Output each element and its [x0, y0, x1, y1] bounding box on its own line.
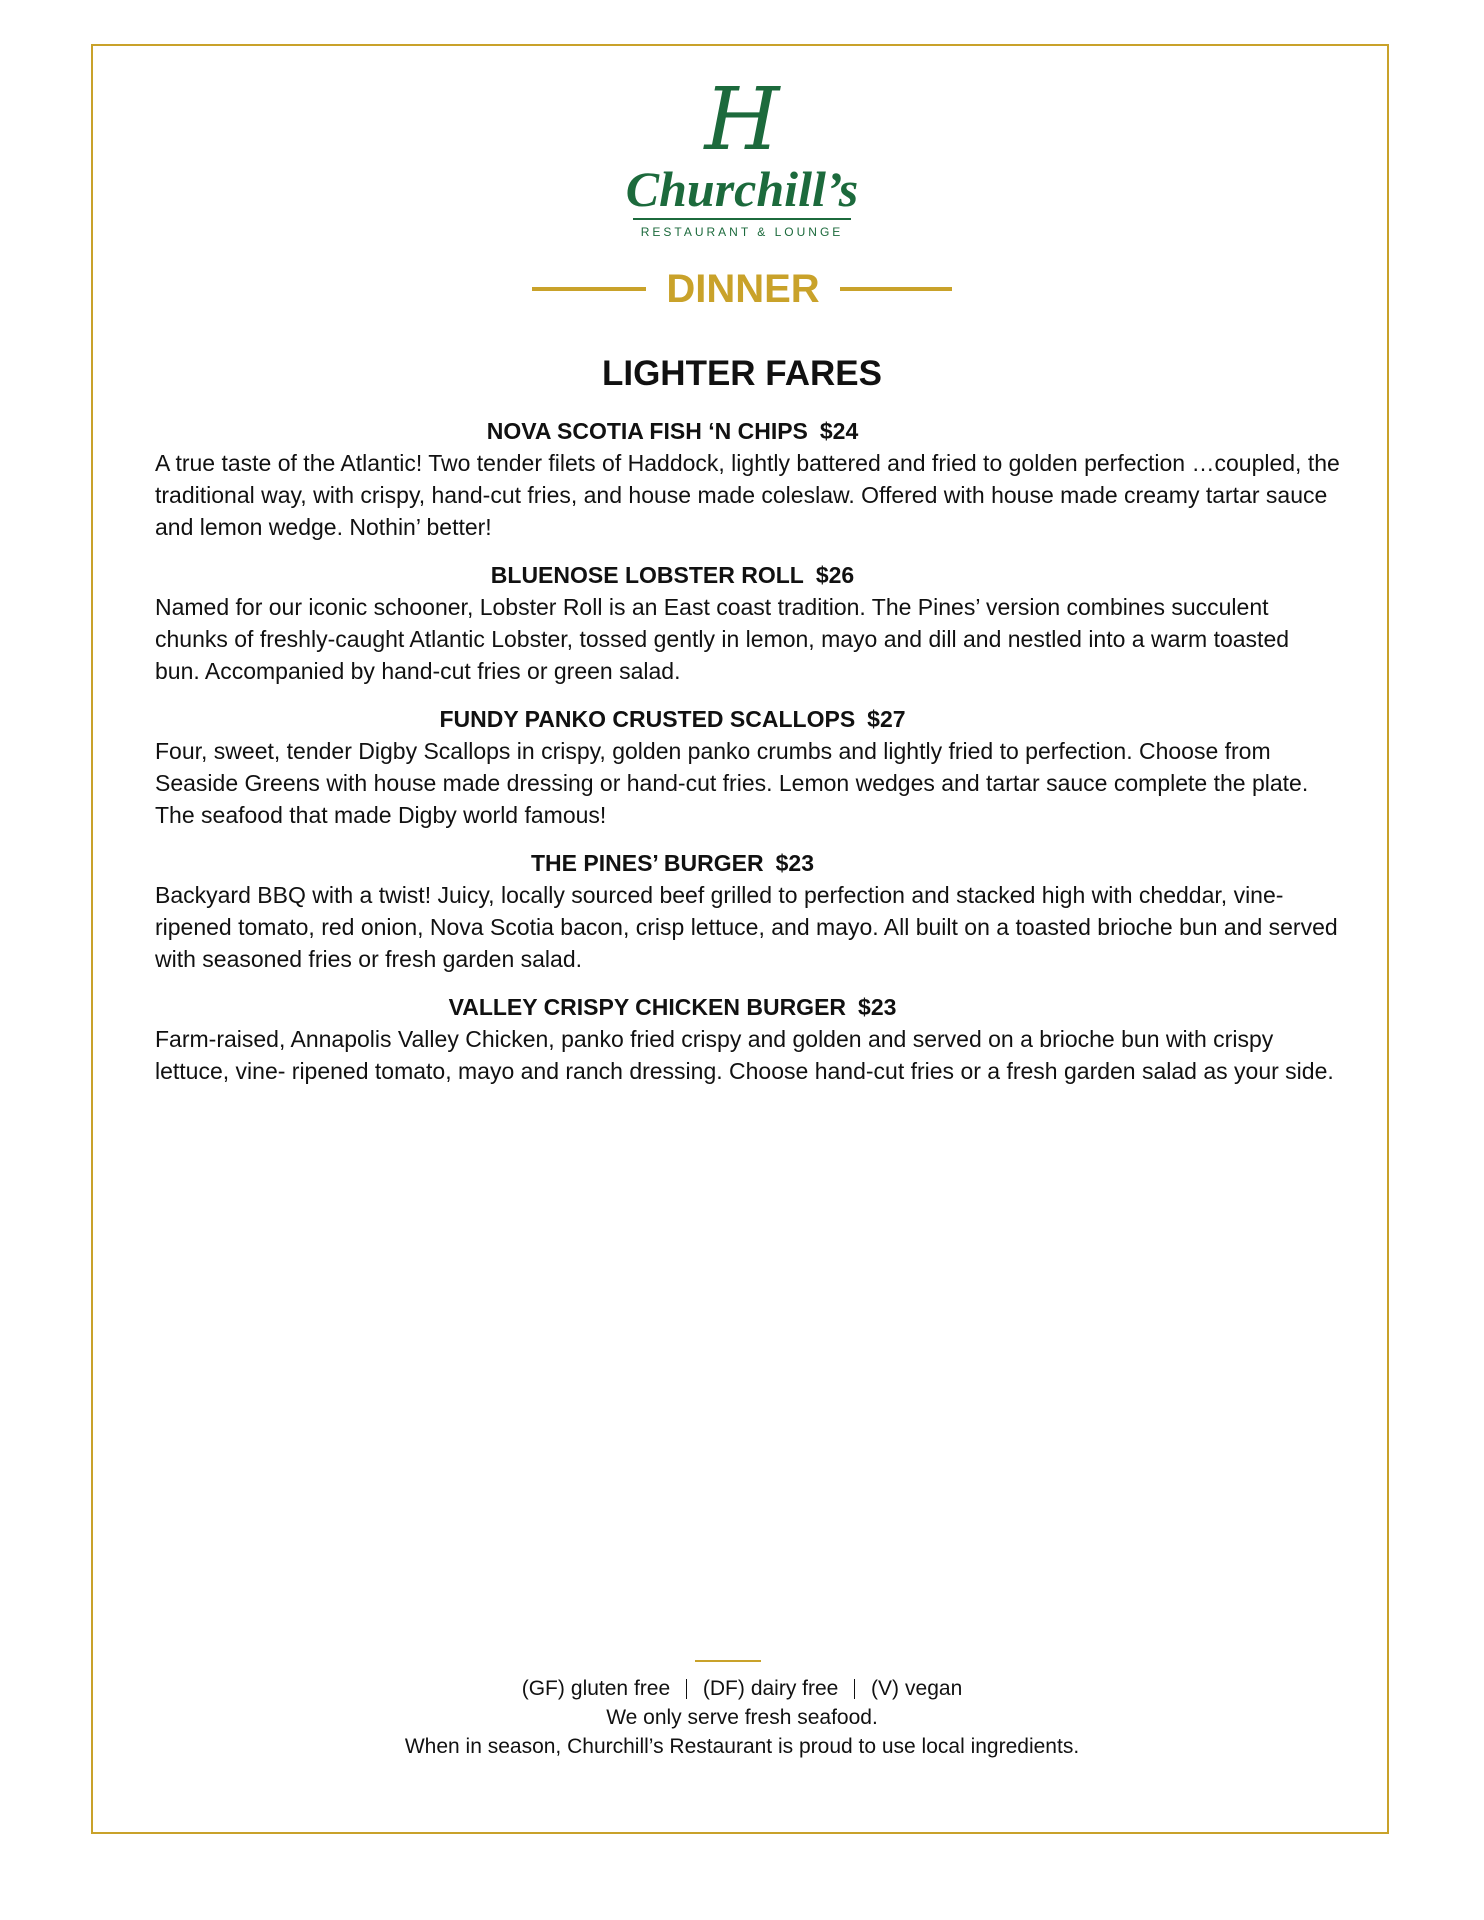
legend-separator	[686, 1679, 687, 1699]
menu-item-heading	[5, 417, 1340, 445]
footer-divider	[695, 1660, 761, 1662]
menu-title-text: DINNER	[666, 267, 820, 311]
menu-item-name: FUNDY PANKO CRUSTED SCALLOPS	[439, 706, 856, 732]
legend-code: (GF)	[521, 1677, 565, 1700]
menu-item-heading	[5, 993, 1340, 1021]
title-right-rule	[840, 287, 952, 291]
menu-item-price: $27	[867, 706, 906, 732]
menu-item-description: A true taste of the Atlantic! Two tender filets of Haddock, lightly battered and fried to golden perfection …coupled, the traditional way, with crispy, hand-cut fries, and house made coleslaw. Offered with house made creamy tartar sauce and lemon wedge. Nothin’ better!	[155, 450, 1340, 540]
menu-item-heading	[5, 561, 1340, 589]
menu-item	[155, 561, 1340, 687]
menu-item-heading	[5, 705, 1340, 733]
menu-item-price: $23	[858, 994, 897, 1020]
dietary-legend	[0, 1674, 1484, 1703]
menu-item-description: Backyard BBQ with a twist! Juicy, locally sourced beef grilled to perfection and stacked high with cheddar, vine-ripened tomato, red onion, Nova Scotia bacon, crisp lettuce, and mayo. All built on a toasted brioche bun and served with seasoned fries or fresh garden salad.	[155, 882, 1338, 972]
menu-title	[0, 265, 1484, 313]
legend-label: gluten free	[570, 1677, 671, 1700]
menu-item	[155, 417, 1340, 543]
footer-seafood-note: We only serve fresh seafood.	[606, 1706, 878, 1729]
legend-label: dairy free	[750, 1677, 839, 1700]
menu-item-description: Farm-raised, Annapolis Valley Chicken, panko fried crispy and golden and served on a brioche bun with crispy lettuce, vine- ripened tomato, mayo and ranch dressing. Choose hand-cut fries or a fresh garden salad as your side.	[155, 1026, 1334, 1084]
logo-monogram: H	[704, 70, 780, 170]
menu-item-name: THE PINES’ BURGER	[531, 850, 764, 876]
menu-item-description: Named for our iconic schooner, Lobster Roll is an East coast tradition. The Pines’ version combines succulent chunks of freshly-caught Atlantic Lobster, tossed gently in lemon, mayo and dill and nestled into a warm toasted bun. Accompanied by hand-cut fries or green salad.	[155, 594, 1290, 684]
legend-label: vegan	[905, 1677, 963, 1700]
menu-item-description: Four, sweet, tender Digby Scallops in crispy, golden panko crumbs and lightly fried to perfection. Choose from Seaside Greens with house made dressing or hand-cut fries. Lemon wedges and tartar sauce complete the plate. The seafood that made Digby world famous!	[155, 738, 1309, 828]
menu-item	[155, 705, 1340, 831]
logo-name: Churchill’s	[625, 161, 859, 217]
menu-item	[155, 849, 1340, 975]
menu-item	[155, 993, 1340, 1087]
title-left-rule	[532, 287, 646, 291]
restaurant-logo	[0, 70, 1484, 240]
legend-code: (DF)	[702, 1677, 745, 1700]
menu-item-price: $26	[815, 562, 855, 588]
logo-divider	[633, 218, 851, 220]
footer	[0, 1660, 1484, 1761]
menu-item-price: $24	[819, 418, 859, 444]
logo-subtitle: RESTAURANT & LOUNGE	[640, 225, 844, 239]
menu-item-heading	[5, 849, 1340, 877]
legend-separator	[854, 1679, 855, 1699]
legend-code: (V)	[871, 1677, 900, 1700]
menu-item-price: $23	[775, 850, 814, 876]
menu-items	[155, 417, 1340, 1105]
menu-item-name: VALLEY CRISPY CHICKEN BURGER	[448, 994, 847, 1020]
footer-local-note: When in season, Churchill’s Restaurant is proud to use local ingredients.	[404, 1735, 1080, 1758]
section-title: LIGHTER FARES	[601, 354, 883, 393]
menu-item-name: BLUENOSE LOBSTER ROLL	[490, 562, 804, 588]
menu-item-name: NOVA SCOTIA FISH ‘N CHIPS	[486, 418, 808, 444]
